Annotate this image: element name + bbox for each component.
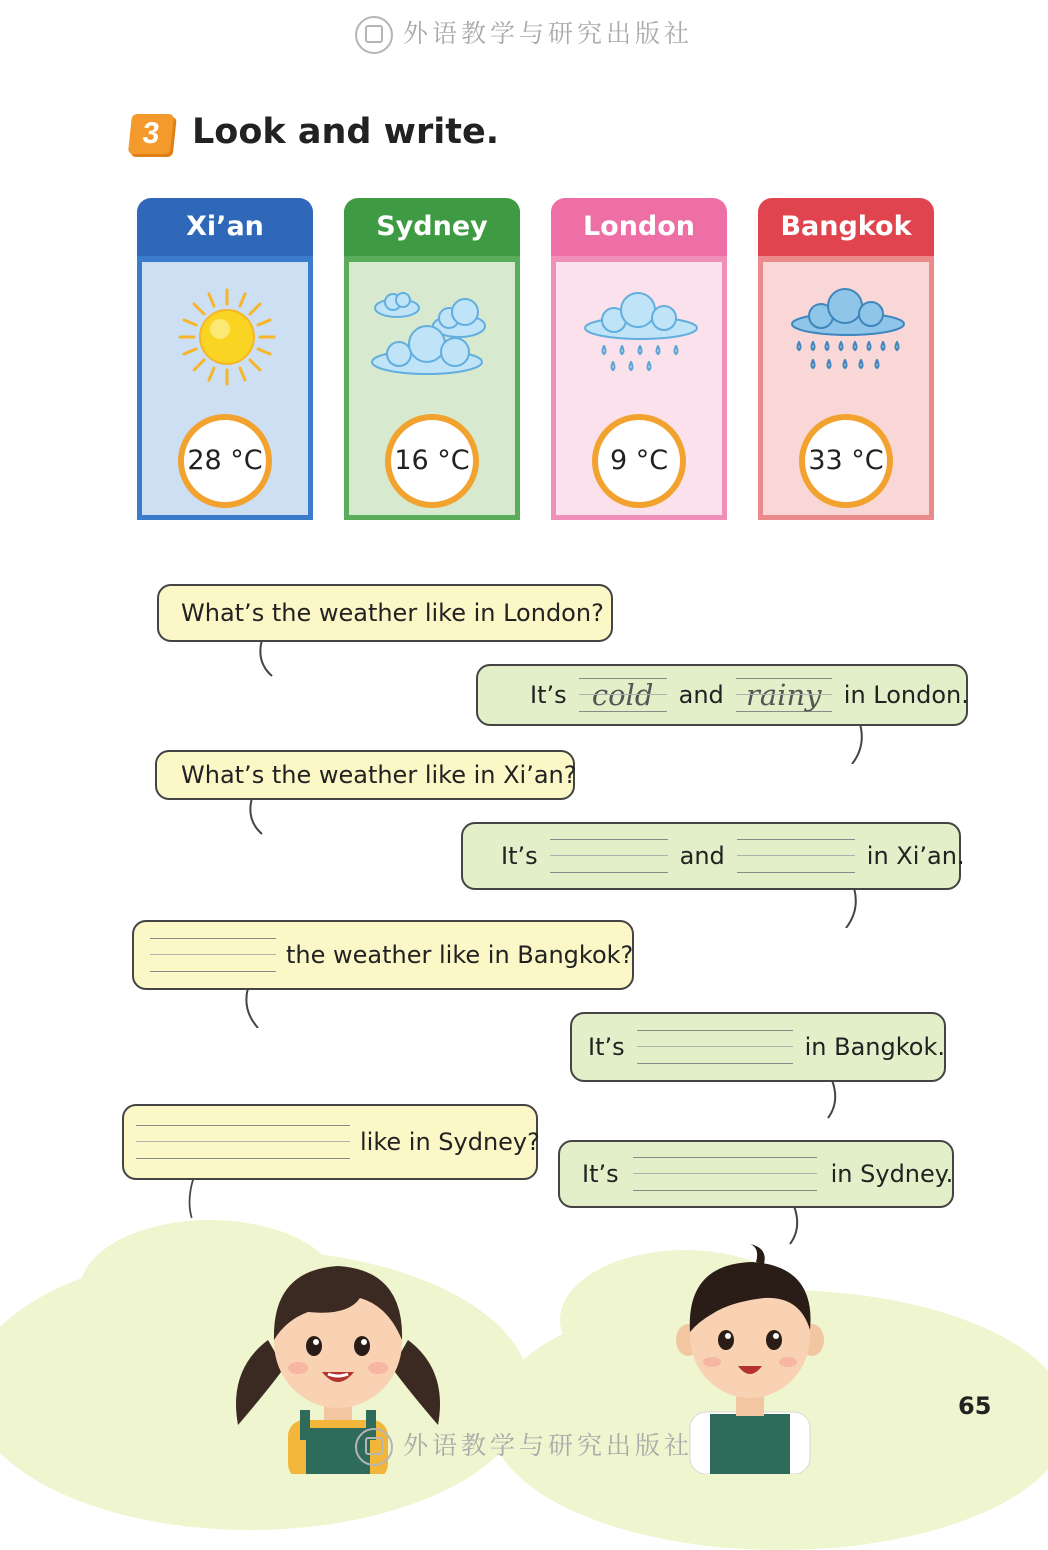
exercise-title: Look and write. [192,112,499,152]
card-body [344,256,520,520]
weather-card-xian [137,198,313,520]
bubble-tail [822,1080,846,1120]
light-rain-icon [576,282,706,392]
weather-card-sydney [344,198,520,520]
question-text: What’s the weather like in London? [181,599,604,627]
answer-ending: in London. [843,681,969,709]
answer-its: It’s [588,1033,625,1061]
card-city-name: Bangkok [758,198,934,256]
question-bubble-london [157,584,613,642]
publisher-header [0,14,1048,54]
question-blank[interactable] [136,1125,350,1159]
answer-and: and [679,842,725,870]
card-city-name: Sydney [344,198,520,256]
answer-ending: in Xi’an. [866,842,965,870]
question-bubble-xian [155,750,575,800]
bubble-tail [242,988,266,1028]
answer-bubble-sydney [558,1140,954,1208]
weather-card-london [551,198,727,520]
answer-its: It’s [530,681,567,709]
answer-ending: in Sydney. [830,1160,954,1188]
temperature-badge: 16 °C [385,414,479,508]
card-body [758,256,934,520]
heavy-rain-icon [783,282,913,392]
publisher-logo-icon [355,16,393,54]
page-number: 65 [958,1392,992,1420]
answer-blank[interactable] [637,1030,793,1064]
answer-blank[interactable] [633,1157,817,1191]
cloudy-icon [369,282,499,392]
temperature-badge: 9 °C [592,414,686,508]
question-text: the weather like in Bangkok? [286,941,634,969]
card-body [137,256,313,520]
answer-bubble-london [476,664,968,726]
bubble-tail [246,798,270,838]
temperature-badge: 28 °C [178,414,272,508]
answer-bubble-bangkok [570,1012,946,1082]
card-city-name: London [551,198,727,256]
question-blank[interactable] [150,938,276,972]
answer-its: It’s [582,1160,619,1188]
question-text: like in Sydney? [360,1128,540,1156]
answer-blank[interactable] [737,839,855,873]
weather-card-bangkok [758,198,934,520]
answer-its: It’s [501,842,538,870]
card-city-name: Xi’an [137,198,313,256]
answer-and: and [678,681,724,709]
bubble-tail [178,1178,202,1218]
publisher-name: 外语教学与研究出版社 [402,1431,693,1460]
question-bubble-bangkok [132,920,634,990]
bubble-tail [842,724,866,764]
bubble-tail [256,640,280,680]
answer-bubble-xian [461,822,965,890]
answer-ending: in Bangkok. [804,1033,946,1061]
question-text: What’s the weather like in Xi’an? [181,761,577,789]
sun-icon [162,282,292,392]
publisher-footer [0,1426,1048,1466]
temperature-badge: 33 °C [799,414,893,508]
card-body [551,256,727,520]
answer-blank-filled: rainy [736,678,832,712]
bubble-tail [784,1206,808,1246]
answer-blank[interactable] [550,839,668,873]
bubble-tail [836,888,860,928]
publisher-name: 外语教学与研究出版社 [402,19,693,48]
exercise-number-badge: 3 [128,114,174,154]
question-bubble-sydney [122,1104,538,1180]
publisher-logo-icon [355,1428,393,1466]
answer-blank-filled: cold [579,678,667,712]
